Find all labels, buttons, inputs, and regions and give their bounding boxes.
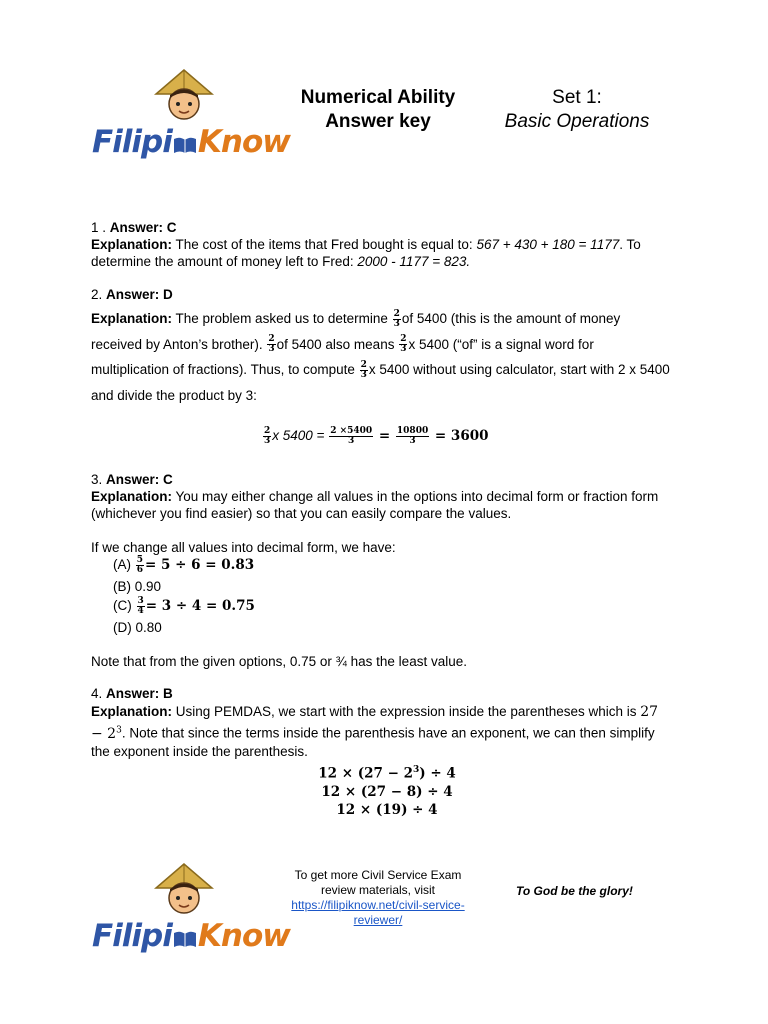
reviewer-link[interactable]: https://filipiknow.net/civil-service- (291, 898, 465, 912)
fraction-two-thirds: $\frac{2}{3}$ (360, 359, 367, 380)
option-d: (D) 0.80 (113, 620, 162, 635)
fraction-two-thirds: $\frac{2}{3}$ (268, 334, 275, 355)
q1-block: 1 . Answer: C Explanation: The cost of the items that Fred bought is equal to: 567 + 430 + 180 = 1177. To determine the amount of money left to Fred: 2000 - 1177 = 823. (91, 220, 641, 269)
page-title: Numerical Ability Answer key (300, 87, 456, 132)
option-c: (C) $\frac{3}{4}$ = 3 ÷ 4 = 0.75 (113, 595, 255, 616)
reviewer-link-continued[interactable]: reviewer/ (353, 913, 403, 927)
boy-mascot-icon (152, 862, 216, 924)
q3-note: Note that from the given options, 0.75 or ¾ has the least value. (91, 654, 467, 669)
book-icon (173, 920, 197, 938)
option-a: (A) $\frac{5}{6}$ = 5 ÷ 6 = 0.83 (113, 554, 255, 575)
option-b: (B) 0.90 (113, 579, 162, 594)
q2-block: 2. Answer: D Explanation: The problem asked us to determine $\frac{2}{3}$ of 5400 (this is the amount of money received by Anton’s brother). $\frac{2}{3}$ of 5400 also means $\frac{2}{3}$ x 5400 (“of” is a signal word for multiplication of fractions). Thus, to compute $\frac{2}{3}$ x 5400 without using calculator, start with 2 x 5400 and divide the product by 3: (91, 287, 670, 403)
footer-promo: To get more Civil Service Exam review materials, visit https://filipiknow.net/civil-service- reviewer/ (291, 868, 465, 927)
fraction-two-thirds: $\frac{2}{3}$ (400, 334, 407, 355)
fraction-two-thirds: $\frac{2}{3}$ (393, 308, 400, 329)
q4-steps: $12 \times (27 - 2^3) \div 4$ 12 × (27 − 8) ÷ 4 12 × (19) ÷ 4 (318, 765, 456, 818)
q3-block: 3. Answer: C Explanation: You may either change all values in the options into decimal form or fraction form (whichever you find easier) so that you can easily compare the values. If we change all values into decimal form, we have: (91, 472, 659, 555)
book-icon (173, 126, 197, 144)
closing-line: To God be the glory! (516, 884, 633, 898)
filipiknow-footer-logo (92, 862, 290, 972)
boy-mascot-icon (152, 68, 216, 130)
filipiknow-logo (92, 68, 290, 178)
logo-wordmark: Filipi Know (92, 918, 290, 954)
logo-wordmark: Filipi Know (92, 124, 290, 160)
q4-block: 4. Answer: B Explanation: Using PEMDAS, we start with the expression inside the parentheses which is $27 - 2^3$. Note that since the terms inside the parenthesis have an exponent, we can then simplify the exponent inside the parenthesis. (91, 686, 659, 759)
q2-equation: $\frac{2}{3}$ x 5400 = $\frac{2 \times 5400}{3}$ = $\frac{10800}{3}$ = 3600 (264, 426, 489, 446)
set-heading: Set 1: Basic Operations (504, 87, 650, 132)
